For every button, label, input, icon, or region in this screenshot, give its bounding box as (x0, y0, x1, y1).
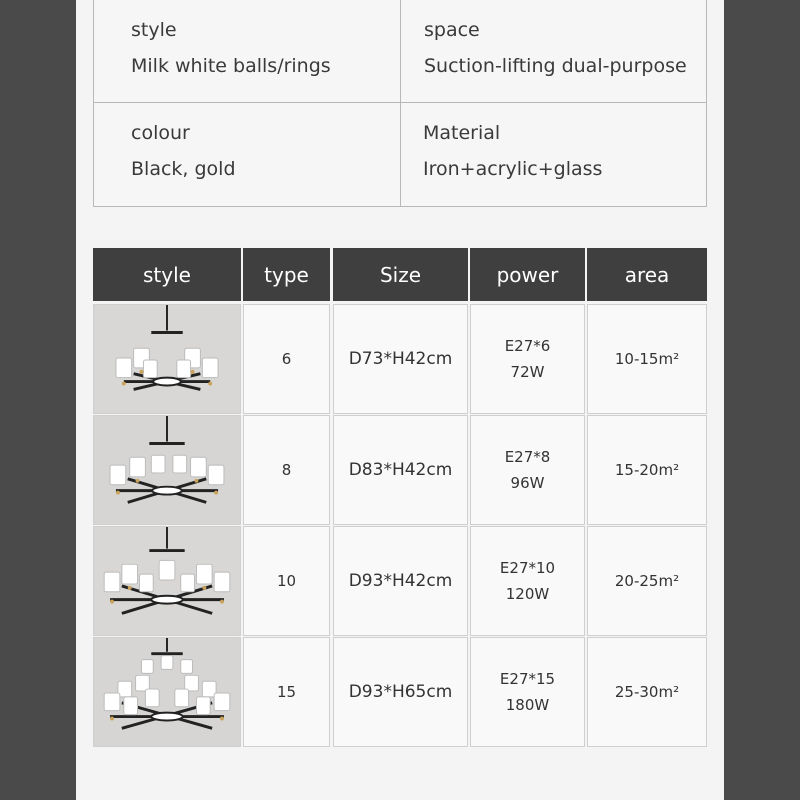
area-cell: 20-25m² (587, 526, 707, 636)
power-watt: 72W (510, 363, 545, 381)
spec-style-value: Milk white balls/rings (131, 55, 331, 77)
divider (94, 102, 706, 103)
product-detail-panel (76, 0, 724, 800)
power-cell (470, 415, 585, 525)
spec-material (423, 115, 602, 187)
type-cell: 8 (243, 415, 330, 525)
power-base: E27*15 (499, 670, 556, 688)
table-row (93, 415, 707, 525)
area-cell: 25-30m² (587, 637, 707, 747)
column-header-area: area (587, 248, 707, 301)
spec-style-label: style (131, 19, 177, 41)
power-base: E27*6 (504, 337, 551, 355)
power-base: E27*8 (504, 448, 551, 466)
chandelier-15-icon (93, 637, 241, 747)
power-watt: 96W (510, 474, 545, 492)
size-cell: D93*H42cm (333, 526, 468, 636)
chandelier-6-icon (93, 304, 241, 414)
column-header-style: style (93, 248, 241, 301)
power-cell (470, 637, 585, 747)
size-cell: D73*H42cm (333, 304, 468, 414)
spec-space (424, 12, 687, 84)
table-row (93, 526, 707, 636)
type-cell: 10 (243, 526, 330, 636)
chandelier-10-icon (93, 526, 241, 636)
size-cell: D93*H65cm (333, 637, 468, 747)
table-row (93, 304, 707, 414)
spec-space-label: space (424, 19, 480, 41)
divider (400, 0, 401, 206)
spec-colour-value: Black, gold (131, 158, 236, 180)
column-header-power: power (470, 248, 585, 301)
spec-style (131, 12, 331, 84)
type-cell: 6 (243, 304, 330, 414)
product-variants-table (93, 248, 707, 748)
spec-colour-label: colour (131, 122, 190, 144)
area-cell: 10-15m² (587, 304, 707, 414)
area-cell: 15-20m² (587, 415, 707, 525)
column-header-type: type (243, 248, 330, 301)
table-row (93, 637, 707, 747)
chandelier-8-icon (93, 415, 241, 525)
power-cell (470, 304, 585, 414)
spec-material-value: Iron+acrylic+glass (423, 158, 603, 180)
spec-colour (131, 115, 236, 187)
type-cell: 15 (243, 637, 330, 747)
power-cell (470, 526, 585, 636)
power-base: E27*10 (499, 559, 556, 577)
spec-table (93, 0, 707, 207)
power-watt: 120W (505, 585, 550, 603)
spec-space-value: Suction-lifting dual-purpose (424, 55, 687, 77)
spec-material-label: Material (423, 122, 501, 144)
column-header-size: Size (333, 248, 468, 301)
size-cell: D83*H42cm (333, 415, 468, 525)
power-watt: 180W (505, 696, 550, 714)
